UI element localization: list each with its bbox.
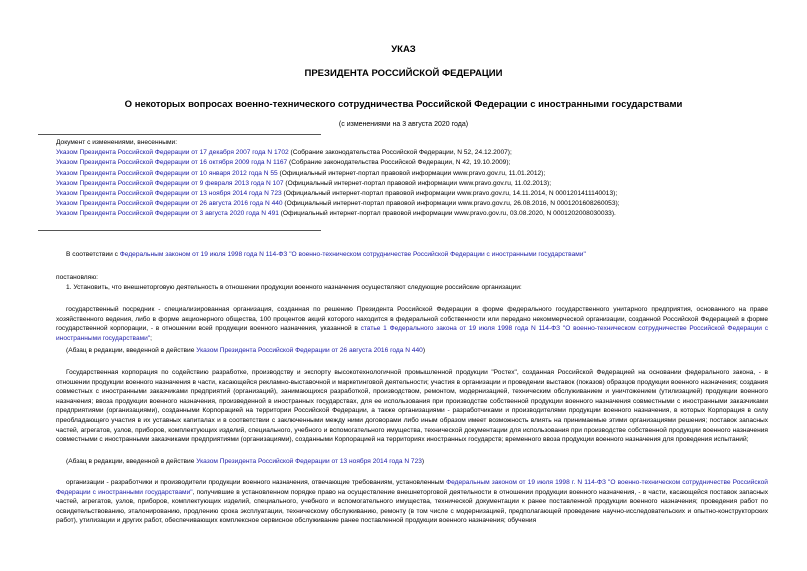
change-item: Указом Президента Российской Федерации от 3 августа 2020 года N 491 (Официальный интернет-портал правовой информации www.pravo.gov.ru, 03.08.2020, N 0001202008030033). <box>56 210 616 218</box>
change-item: Указом Президента Российской Федерации от 17 декабря 2007 года N 1702 (Собрание законодательства Российской Федерации, N 52, 24.12.2007); <box>56 149 512 157</box>
change-link[interactable]: Указом Президента Российской Федерации от 17 декабря 2007 года N 1702 <box>56 149 289 157</box>
changes-list <box>56 138 620 220</box>
change-item: Указом Президента Российской Федерации от 26 августа 2016 года N 440 (Официальный интернет-портал правовой информации www.pravo.gov.ru, 26.08.2016, N 0001201608260053); <box>56 200 620 208</box>
amendment-note-2: (Абзац в редакции, введенной в действие Указом Президента Российской Федерации от 13 ноября 2014 года N 723) <box>66 458 425 465</box>
bottom-divider <box>38 230 321 231</box>
change-link[interactable]: Указом Президента Российской Федерации от 16 октября 2009 года N 1167 <box>56 159 288 167</box>
change-link[interactable]: Указом Президента Российской Федерации от 13 ноября 2014 года N 723 <box>56 190 282 198</box>
clause-state-intermediary: государственный посредник - специализированная организация, созданная по решению Президента Российской Федерации в форме федерального государственного унитарного предприятия, основанного на праве хозяйственного ведения, либо в форме акционерного общества, 100 процентов акций которого находится в федеральной собственности или передано некоммерческой организации, созданной Российской Федерацией в форме государственной корпорации, - в отношении всей продукции военного назначения, указанной в статье 1 Федерального закона от 19 июля 1998 года N 114-ФЗ "О военно-техническом сотрудничестве Российской Федерации с иностранными государствами"; <box>56 306 768 342</box>
clause-1: 1. Установить, что внешнеторговую деятельность в отношении продукции военного назначения осуществляют следующие российские организации: <box>66 284 522 291</box>
amendment-link[interactable]: Указом Президента Российской Федерации от 26 августа 2016 года N 440 <box>196 347 423 354</box>
article-link[interactable]: статье 1 Федерального закона от 19 июля 1998 года N 114-ФЗ "О военно-техническом сотрудничестве Российской Федерации с иностранными государствами" <box>56 325 768 342</box>
change-item: Указом Президента Российской Федерации от 10 января 2012 года N 55 (Официальный интернет-портал правовой информации www.pravo.gov.ru, 11.01.2012); <box>56 169 546 177</box>
change-item: Указом Президента Российской Федерации от 13 ноября 2014 года N 723 (Официальный интернет-портал правовой информации www.pravo.gov.ru, 14.11.2014, N 0001201411140013); <box>56 190 618 198</box>
doc-title-ukaz: УКАЗ <box>391 44 416 55</box>
change-link[interactable]: Указом Президента Российской Федерации от 26 августа 2016 года N 440 <box>56 200 283 208</box>
changes-intro: Документ с изменениями, внесенными: <box>56 139 178 146</box>
preamble: В соответствии с Федеральным законом от 19 июля 1998 года N 114-ФЗ "О военно-техническом сотрудничестве Российской Федерации с иностранными государствами" <box>66 251 586 258</box>
clause-rostec: Государственная корпорация по содействию разработке, производству и экспорту высокотехнологичной промышленной продукции "Ростех", созданная Российской Федерацией на основании федерального закона, - в отношении продукции военного назначения в части, касающейся рекламно-выставочной и маркетинговой деятельности; участия в организации и проведении выставок (показов) образцов продукции военного назначения; создания совместных с иностранными заказчиками предприятий (организаций), занимающихся разработкой, производством, ремонтом, модернизацией, техническим обслуживанием и уничтожением (утилизацией) продукции военного назначения; ввоза продукции военного назначения, произведенной в иностранных государствах, для ее использования при производстве собственной продукции военного назначения совместными с иностранными заказчиками предприятиями (организациями), созданными Корпорацией на территории Российской Федерации, а также организациями - разработчиками и производителями продукции военного назначения, в которых Корпорация в силу преобладающего участия в их уставных капиталах и в соответствии с заключенными между ними договорами либо иным образом имеет возможность влиять на принимаемые этими организациями решения; поставок запасных частей, агрегатов, узлов, приборов, комплектующих изделий, специального, учебного и вспомогательного имущества, технической документации для использования при производстве собственной продукции военного назначения совместными с иностранными заказчиками предприятиями (организациями), созданными Корпорацией на территориях иностранных государств; временного ввоза продукции военного назначения для проведения испытаний; <box>56 369 768 444</box>
law-link[interactable]: Федеральным законом от 19 июля 1998 г. N 114-ФЗ "О военно-техническом сотрудничестве Российской Федерации с иностранными государствами" <box>56 479 768 496</box>
change-item: Указом Президента Российской Федерации от 9 февраля 2013 года N 107 (Официальный интернет-портал правовой информации www.pravo.gov.ru, 11.02.2013); <box>56 179 552 187</box>
change-link[interactable]: Указом Президента Российской Федерации от 10 января 2012 года N 55 <box>56 169 278 177</box>
change-link[interactable]: Указом Президента Российской Федерации от 3 августа 2020 года N 491 <box>56 210 279 218</box>
amendment-link[interactable]: Указом Президента Российской Федерации от 13 ноября 2014 года N 723 <box>196 458 422 465</box>
clause-developers: организации - разработчики и производители продукции военного назначения, отвечающие требованиям, установленным Федеральным законом от 19 июля 1998 г. N 114-ФЗ "О военно-техническом сотрудничестве Российской Федерации с иностранными государствами", получившие в установленном порядке право на осуществление внешнеторговой деятельности в отношении продукции военного назначения, - в части, касающейся поставок запасных частей, агрегатов, узлов, приборов, комплектующих изделий, специального, учебного и вспомогательного имущества, технической документации к ранее поставленной продукции военного назначения; проведения работ по освидетельствованию, эталонированию, продлению срока эксплуатации, техническому обслуживанию, ремонту (в том числе с модернизацией, предполагающей проведение научно-исследовательских и опытно-конструкторских работ), утилизации и других работ, обеспечивающих комплексное сервисное обслуживание ранее поставленной продукции военного назначения; обучения <box>56 479 769 525</box>
doc-title-president: ПРЕЗИДЕНТА РОССИЙСКОЙ ФЕДЕРАЦИИ <box>304 68 503 79</box>
decree-word: постановляю: <box>56 274 99 281</box>
change-item: Указом Президента Российской Федерации от 16 октября 2009 года N 1167 (Собрание законодательства Российской Федерации, N 42, 19.10.2009); <box>56 159 511 167</box>
change-link[interactable]: Указом Президента Российской Федерации от 9 февраля 2013 года N 107 <box>56 179 284 187</box>
law-link[interactable]: Федеральным законом от 19 июля 1998 года N 114-ФЗ "О военно-техническом сотрудничестве Российской Федерации с иностранными государствами" <box>119 251 586 258</box>
doc-edition-note: (с изменениями на 3 августа 2020 года) <box>338 121 469 128</box>
amendment-note-1: (Абзац в редакции, введенной в действие Указом Президента Российской Федерации от 26 августа 2016 года N 440) <box>66 347 426 354</box>
doc-title-subject: О некоторых вопросах военно-технического сотрудничества Российской Федерации с иностранными государствами <box>124 99 683 110</box>
top-divider <box>38 134 321 135</box>
